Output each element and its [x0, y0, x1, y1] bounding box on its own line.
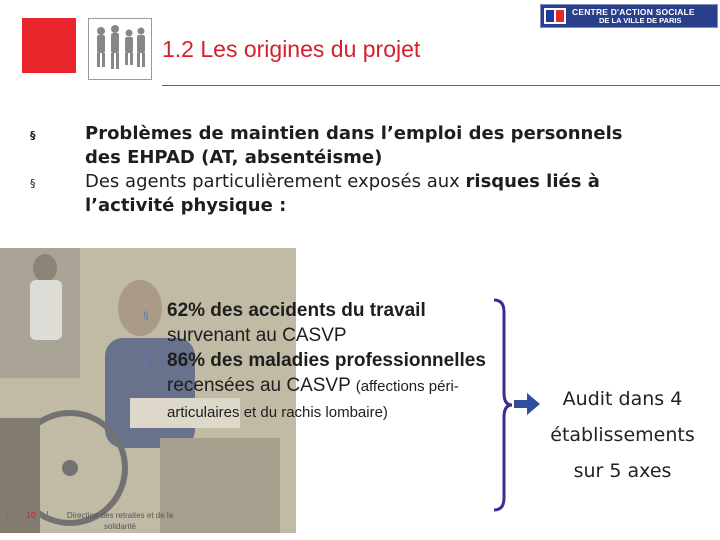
sub-bullet-text: recensées au CASVP	[167, 375, 356, 396]
audit-line: sur 5 axes	[573, 460, 672, 482]
sub-bullet-mark: §	[143, 361, 149, 372]
footer-divider	[47, 511, 48, 521]
audit-line: Audit dans 4	[562, 388, 683, 410]
sub-bullet-note: (affections péri-articulaires et du rachis lombaire)	[167, 378, 459, 421]
sub-bullet-mark: §	[143, 311, 149, 322]
sub-bullet-text: survenant au CASVP	[167, 325, 347, 346]
audit-callout	[530, 381, 715, 489]
sub-bullet-item	[143, 348, 488, 425]
curly-brace-icon	[490, 298, 514, 512]
bullet-mark: §	[30, 177, 36, 190]
page-number: 10	[26, 510, 37, 520]
people-silhouettes-icon	[88, 18, 152, 80]
bullet-text-bold: risques liés à l’activité physique :	[85, 171, 600, 216]
bullet-text: Problèmes de maintien dans l’emploi des personnels des EHPAD (AT, absentéisme)	[85, 123, 623, 168]
sub-bullet-list	[143, 298, 488, 425]
footer-divider	[7, 511, 8, 521]
title-divider	[162, 85, 720, 86]
logo-line-2: DE LA VILLE DE PARIS	[599, 16, 682, 25]
sub-bullet-bold: 62% des accidents du travail	[167, 300, 426, 321]
bullet-item	[30, 122, 650, 170]
logo-line-1: CENTRE D'ACTION SOCIALE	[572, 7, 695, 17]
footer-text: Direction des retraites et de la solidarité	[66, 511, 174, 531]
bullet-item	[30, 170, 650, 218]
red-accent-block	[22, 18, 76, 73]
audit-line: établissements	[550, 424, 695, 446]
main-bullet-list	[30, 122, 650, 218]
sub-bullet-bold: 86% des maladies professionnelles	[167, 350, 486, 371]
bullet-mark: §	[30, 129, 36, 142]
sub-bullet-item	[143, 298, 488, 348]
bullet-text: Des agents particulièrement exposés aux	[85, 171, 466, 192]
page-title: 1.2 Les origines du projet	[162, 36, 421, 62]
logo-flag-icon	[544, 8, 566, 24]
casvp-logo	[540, 4, 718, 28]
